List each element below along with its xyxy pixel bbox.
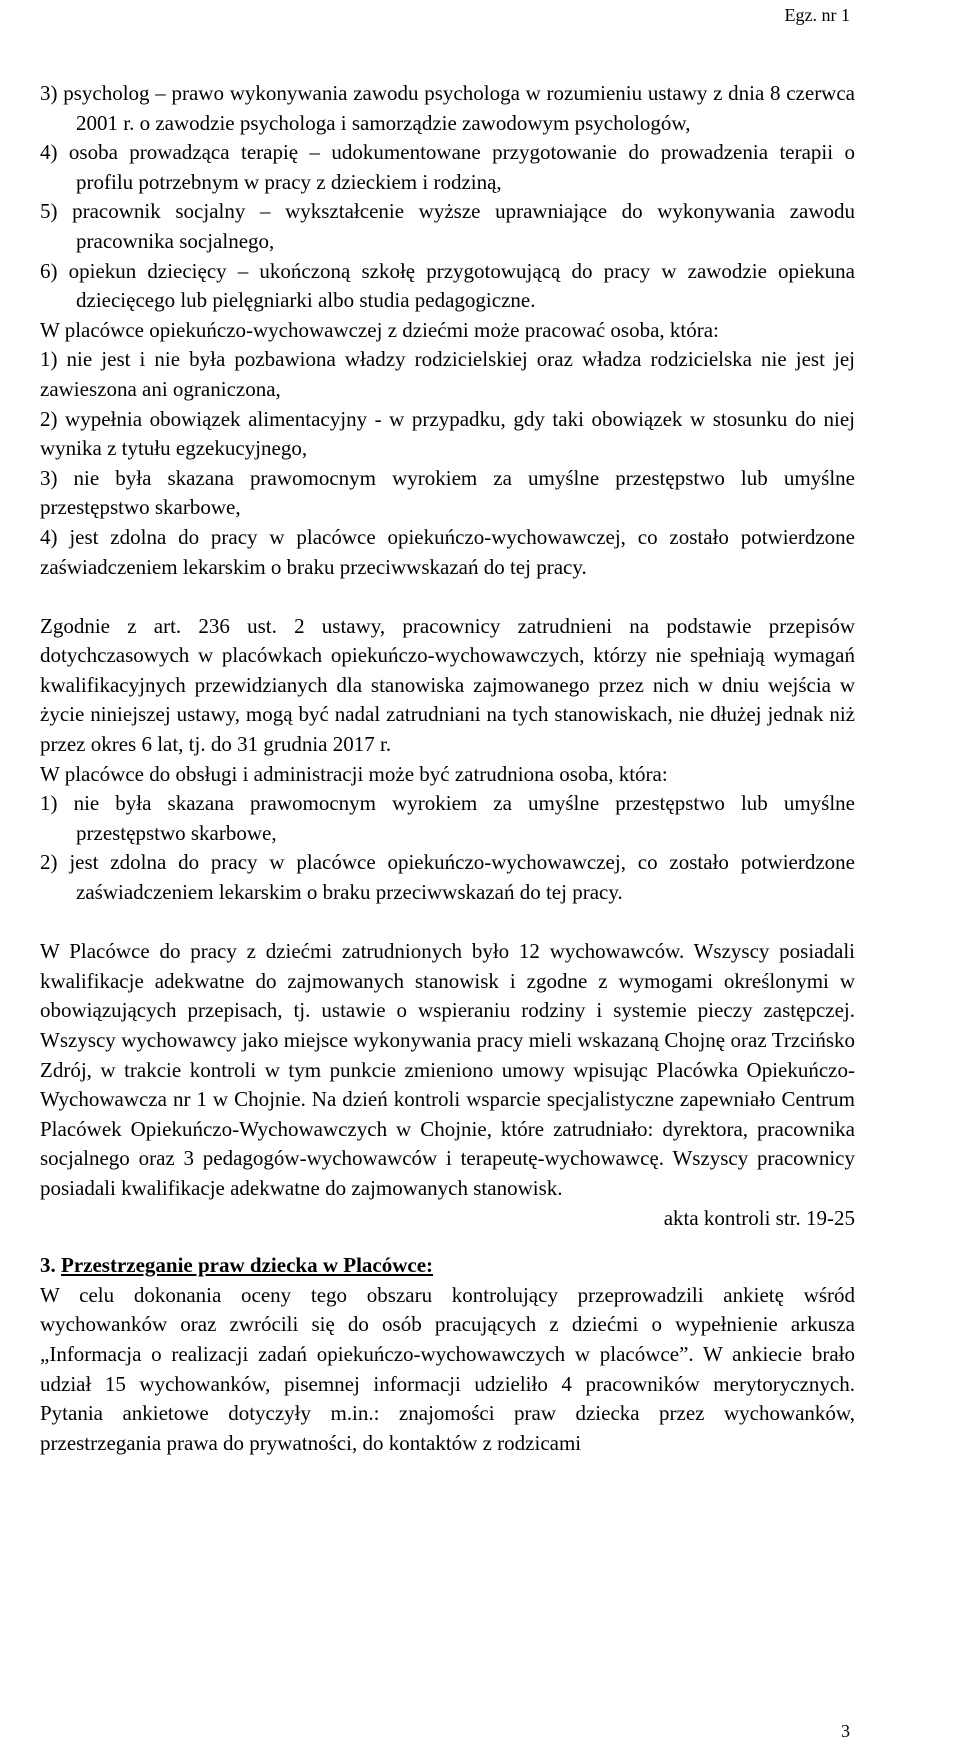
document-body [40, 79, 855, 1458]
list-item [40, 789, 855, 848]
list-number: 1) [40, 791, 58, 816]
reference-note: akta kontroli str. 19-25 [663, 1205, 855, 1230]
list-item: 4) osoba prowadząca terapię – udokumentowane przygotowanie do prowadzenia terapii o profilu potrzebnym w pracy z dzieckiem i rodziną, [40, 140, 855, 194]
list-item: 6) opiekun dziecięcy – ukończoną szkołę przygotowującą do pracy w zawodzie opiekuna dziecięcego lub pielęgniarki albo studia pedagogiczne. [40, 258, 855, 313]
section-title: Przestrzeganie praw dziecka w Placówce: [61, 1253, 434, 1278]
list-item: 2) wypełnia obowiązek alimentacyjny - w przypadku, gdy taki obowiązek w stosunku do niej wynika z tytułu egzekucyjnego, [40, 406, 855, 461]
list-item: 4) jest zdolna do pracy w placówce opiekuńczo-wychowawczej, co zostało potwierdzone zaświadczeniem lekarskim o braku przeciwwskazań do tej pracy. [40, 524, 855, 579]
list-text: jest zdolna do pracy w placówce opiekuńczo-wychowawczej, co zostało potwierdzone zaświadczeniem lekarskim o braku przeciwwskazań do tej pracy. [69, 850, 856, 905]
spacer [40, 1233, 855, 1251]
paragraph-admin-intro: W placówce do obsługi i administracji może być zatrudniona osoba, która: [40, 761, 668, 786]
list-item [40, 848, 855, 907]
copy-number-header: Egz. nr 1 [784, 5, 850, 25]
spacer [40, 908, 855, 938]
paragraph-section3: W celu dokonania oceny tego obszaru kontrolujący przeprowadzili ankietę wśród wychowanków oraz zwrócili się do osób pracujących z dziećmi o wypełnienie arkusza „Informacja o realizacji zadań opiekuńczo-wychowawczych w placówce”. W ankiecie brało udział 15 wychowanków, pisemnej informacji udzieliło 4 pracowników merytorycznych. Pytania ankietowe dotyczyły m.in.: znajomości praw dziecka przez wychowanków, przestrzegania prawa do prywatności, do kontaktów z rodzicami [40, 1282, 855, 1455]
paragraph-art236: Zgodnie z art. 236 ust. 2 ustawy, pracownicy zatrudnieni na podstawie przepisów dotychczasowych w placówkach opiekuńczo-wychowawczych, którzy nie spełniają wymagań kwalifikacyjnych przewidzianych dla stanowiska zajmowanego przez nich w dniu wejścia w życie niniejszej ustawy, mogą być nadal zatrudniani na tych stanowiskach, nie dłużej jednak niż przez okres 6 lat, tj. do 31 grudnia 2017 r. [40, 613, 855, 757]
section-heading [40, 1251, 855, 1281]
list-text: nie była skazana prawomocnym wyrokiem za umyślne przestępstwo lub umyślne przestępstwo skarbowe, [73, 791, 856, 845]
list-item: 3) psycholog – prawo wykonywania zawodu psychologa w rozumieniu ustawy z dnia 8 czerwca 2001 r. o zawodzie psychologa i samorządzie zawodowym psychologów, [40, 81, 855, 135]
section-number: 3. [40, 1253, 56, 1278]
list-item: 1) nie jest i nie była pozbawiona władzy rodzicielskiej oraz władza rodzicielska nie jest jej zawieszona ani ograniczona, [40, 347, 855, 401]
list-item: 3) nie była skazana prawomocnym wyrokiem za umyślne przestępstwo lub umyślne przestępstwo skarbowe, [40, 465, 855, 520]
page-number: 3 [841, 1721, 850, 1741]
paragraph-worker-intro: W placówce opiekuńczo-wychowawczej z dziećmi może pracować osoba, która: [40, 317, 719, 342]
paragraph-staff: W Placówce do pracy z dziećmi zatrudnionych było 12 wychowawców. Wszyscy posiadali kwalifikacje adekwatne do zajmowanych stanowisk i zgodne z wymogami określonymi w obowiązujących przepisach, tj. ustawie o wspieraniu rodziny i systemie pieczy zastępczej. Wszyscy wychowawcy jako miejsce wykonywania pracy mieli wskazaną Chojnę oraz Trzcińsko Zdrój, w trakcie kontroli w tym punkcie zmieniono umowy wpisując Placówka Opiekuńczo-Wychowawcza nr 1 w Chojnie. Na dzień kontroli wsparcie specjalistyczne zapewniało Centrum Placówek Opiekuńczo-Wychowawczych w Chojnie, które zatrudniało: dyrektora, pracownika socjalnego oraz 3 pedagogów-wychowawców i terapeutę-wychowawcę. Wszyscy pracownicy posiadali kwalifikacje adekwatne do zajmowanych stanowisk. [40, 939, 855, 1200]
list-number: 2) [40, 850, 58, 875]
list-item: 5) pracownik socjalny – wykształcenie wyższe uprawniające do wykonywania zawodu pracownika socjalnego, [40, 199, 855, 253]
spacer [40, 582, 855, 612]
